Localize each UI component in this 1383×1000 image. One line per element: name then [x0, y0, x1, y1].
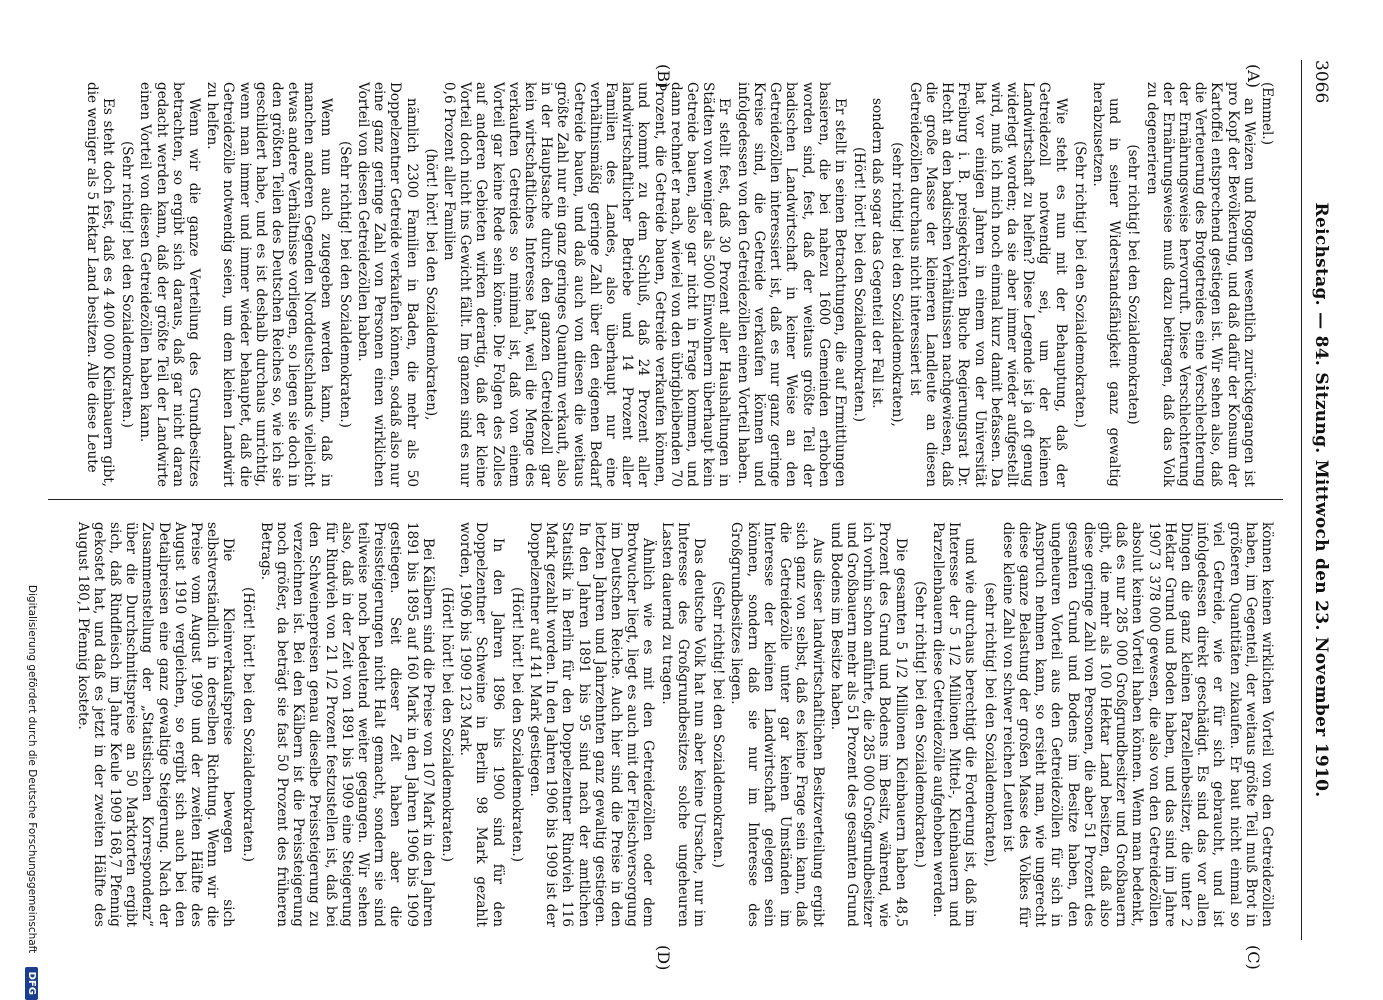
right-column	[72, 522, 1275, 927]
paragraph: Aus dieser landwirtschaftlichen Besitzverteilung ergibt sich ganz von selbst, daß es keine Frage sein kann, daß die Getreidezölle unter gar keinen Umständen im Interesse der kleinen Landwirtschaft gelegen sein können, sondern daß sie nur im Interesse des Großgrundbesitzes liegen.	[728, 522, 826, 927]
interjection: (Sehr richtig! bei den Sozialdemokraten.)	[336, 141, 353, 428]
paragraph: sondern daß sogar das Gegenteil der Fall ist.	[869, 98, 886, 409]
paragraph: Wenn nun auch zugegeben werden kann, daß in manchen anderen Gegenden Norddeutschlands vielleicht etwas andere Verhältnisse vorliegen, so liegen sie doch in den größten Teilen des Deutschen Reiches so, wie ich sie geschildert habe, und es ist deshalb durchaus unrichtig, wenn man immer und immer wieder behauptet, daß die Getreidezölle notwendig seien, um dem kleinen Landwirt zu helfen.	[204, 82, 334, 487]
paragraph: Wie steht es nun mit der Behauptung, daß der Getreidezoll notwendig sei, um der kleinen Landwirtschaft zu helfen? Diese Legende ist ja oft genug widerlegt worden; da sie aber immer wieder aufgestellt wird, muß ich mich noch einmal kurz damit befassen. Da hat vor einigen Jahren in einem von der Universität Freiburg i. B. preisgekrönten Buche Regierungsrat Dr. Hecht an den badischen Verhältnissen nachgewiesen, daß die große Masse der kleineren Landleute an diesen Getreidezöllen durchaus nicht interessiert ist	[906, 82, 1069, 487]
paragraph: Bei Kälbern sind die Preise von 107 Mark in den Jahren 1891 bis 1895 auf 160 Mark in den Jahren 1906 bis 1909 gestiegen. Seit dieser Zeit haben aber die Preissteigerungen nicht Halt gemacht, sondern sie sind teilweise noch bedeutend weiter gegangen. Wir sehen also, daß in der Zeit von 1891 bis 1909 eine Steigerung für Rindvieh von 21 1/2 Prozent festzustellen ist, daß bei den Schweinepreisen genau dieselbe Preissteigerung zu verzeichnen ist. Bei den Kälbern ist die Preissteigerung noch größer, da beträgt sie fast 50 Prozent des früheren Betrags.	[257, 522, 436, 927]
paragraph: Es steht doch fest, daß es 4 400 000 Kleinbauern gibt, die weniger als 5 Hektar Land besitzen. Alle diese Leute	[83, 82, 116, 487]
running-title: Reichstag. — 84. Sitzung. Mittwoch den 23. November 1910.	[1311, 202, 1331, 798]
interjection: (sehr richtig! bei den Sozialdemokraten),	[981, 582, 998, 867]
column-divider	[48, 499, 1283, 500]
interjection: (Sehr richtig! bei den Sozialdemokraten.)	[911, 581, 928, 868]
interjection: (Sehr richtig! bei den Sozialdemokraten.)	[710, 581, 727, 868]
paragraph: Er stellt in seinen Betrachtungen, die auf Ermittlungen basieren, die bei nahezu 1600 Gemeinden erhoben worden sind, fest, daß der weitaus größte Teil der badischen Landwirtschaft in keiner Weise an den Getreidezöllen interessiert ist, daß es nur ganz geringe Kreise sind, die Getreide verkaufen können und infolgedessen von den Getreidezöllen einen Vorteil haben.	[734, 82, 848, 487]
interjection: (Sehr richtig! bei den Sozialdemokraten.)	[1071, 141, 1088, 428]
margin-marker-a: (A)	[1244, 64, 1263, 89]
paragraph: können keinen wirklichen Vorteil von den Getreidezöllen haben, im Gegenteil, der weitaus größte Teil muß Brot in größeren Quantitäten zukaufen. Er baut nicht einmal so viel Getreide, wie er für sich gebraucht, und ist infolgedessen direkt geschädigt. Es sind das vor allen Dingen die ganz kleinen Parzellenbesitzer, die unter 2 Hektar Grund und Boden haben, und das sind im Jahre 1907 3 378 000 gewesen, die also von den Getreidezöllen absolut keinen Vorteil haben können. Wenn man bedenkt, daß es nur 285 000 Großgrundbesitzer und Großbauern gibt, die mehr als 100 Hektar Land besitzen, daß also diese geringe Zahl von Personen, die aber 51 Prozent des gesamten Grund und Bodens im Besitze haben, den ungeheuren Vorteil aus den Getreidezöllen für sich in Anspruch nehmen kann, so ersieht man, wie ungerecht diese ganze Belastung der großen Masse des Volkes für diese kleine Zahl von schwer reichen Leuten ist	[999, 522, 1275, 927]
page-header	[1307, 60, 1337, 940]
paragraph: Die gesamten 5 1/2 Millionen Kleinbauern haben 48,5 Prozent des Grund und Bodens im Besitz, während, wie ich vorhin schon anführte, die 285 000 Großgrundbesitzer und Großbauern mehr als 51 Prozent des gesamten Grund und Bodens im Besitze haben.	[827, 522, 909, 927]
margin-marker-b: (B)	[654, 64, 673, 89]
margin-marker-d: (D)	[654, 945, 673, 971]
interjection: (Hört! hört! bei den Sozialdemokraten.)	[439, 586, 456, 862]
speaker-label: (Emmel.)	[1259, 82, 1275, 146]
paragraph: Das deutsche Volk hat nun aber keine Ursache, nur im Interesse des Großgrundbesitzes solche ungeheuren Lasten dauernd zu tragen.	[658, 522, 708, 927]
paragraph: und in seiner Widerstandsfähigkeit ganz gewaltig herabzusetzen.	[1089, 82, 1123, 487]
margin-marker-c: (C)	[1244, 945, 1263, 970]
interjection: (Hört! hört! bei den Sozialdemokraten.)	[508, 586, 525, 862]
paragraph: Wenn wir die ganze Verteilung des Grundbesitzes betrachten, so ergibt sich daraus, daß gar nicht daran gedacht werden kann, daß der größte Teil der Landwirte einen Vorteil von diesen Getreidezöllen haben kann.	[137, 82, 202, 487]
paragraph: In den Jahren 1896 bis 1900 sind für den Doppelzentner Schweine in Berlin 98 Mark gezahlt worden, 1906 bis 1909 123 Mark.	[457, 522, 506, 927]
paragraph: nämlich 2300 Familien in Baden, die mehr als 50 Doppelzentner Getreide verkaufen können, sodaß also nur eine ganz geringe Zahl von Personen einen wirklichen Vorteil von diesen Getreidezöllen haben.	[355, 82, 420, 487]
interjection: (Hört! hört! bei den Sozialdemokraten.)	[239, 586, 256, 862]
dfg-logo: DFG	[25, 967, 38, 1000]
interjection: (Sehr richtig! bei den Sozialdemokraten.)	[119, 141, 136, 428]
page-number: 3066	[1311, 60, 1331, 104]
paragraph: und wie durchaus berechtigt die Forderung ist, daß im Interesse der 5 1/2 Millionen Mittel-, Kleinbauern und Parzellenbauern diese Getreidezölle aufgehoben werden.	[929, 522, 979, 927]
paragraph: Er stellt fest, daß 30 Prozent aller Haushaltungen in Städten von weniger als 5000 Einwohnern überhaupt kein Getreide bauen, also gar nicht in Frage kommen, und dann rechnet er nach, wieviel von den übrigbleibenden 70 Prozent, die Getreide bauen, Getreide verkaufen können, und kommt zu dem Schluß, daß 24 Prozent aller landwirtschaftlicher Betriebe und 14 Prozent aller Familien des Landes, also überhaupt nur eine verhältnismäßig geringe Zahl über den eigenen Bedarf Getreide bauen, und daß auch von diesen die weitaus größte Zahl nur ein ganz geringes Quantum verkauft, also in der Hauptsache durch den ganzen Getreidezoll gar kein wirtschaftliches Interesse hat, weil die Menge des verkauften Getreides so minimal ist, daß von einem Vorteil gar keine Rede sein könne. Die Folgen des Zolles auf anderen Gebieten wirken derartig, daß der kleine Vorteil doch nicht ins Gewicht fällt. Im ganzen sind es nur 0,6 Prozent aller Familien	[441, 82, 733, 487]
header-rule	[1301, 60, 1302, 940]
credit-text: Digitalisierung gefördert durch die Deutsche Forschungsgemeinschaft	[26, 584, 38, 954]
interjection: (Hört! hört! bei den Sozialdemokraten.)	[851, 146, 868, 422]
interjection: (sehr richtig! bei den Sozialdemokraten)	[1125, 144, 1142, 425]
paragraph: an Weizen und Roggen wesentlich zurückgegangen ist pro Kopf der Bevölkerung, und daß dafür der Konsum der Kartoffel entsprechend gestiegen ist. Wir sehen also, daß die Verteuerung des Brotgetreides eine Verschlechterung der Ernährungsweise hervorruft. Diese Verschlechterung der Ernährungsweise muß dazu beitragen, daß das Volk zu degenerieren	[1143, 82, 1257, 487]
interjection: (hört! hört! bei den Sozialdemokraten),	[422, 148, 439, 421]
paragraph: Ähnlich wie es mit den Getreidezöllen oder dem Brotwucher liegt, liegt es auch mit der Fleischversorgung im Deutschen Reiche. Auch hier sind die Preise in den letzten Jahren und Jahrzehnten ganz gewaltig gestiegen. In den Jahren 1891 bis 95 sind nach der amtlichen Statistik in Berlin für den Doppelzentner Rindvieh 116 Mark gezahlt worden. In den Jahren 1906 bis 1909 ist der Doppelzentner auf 141 Mark gestiegen.	[527, 522, 657, 927]
paragraph: Die Kleinverkaufspreise bewegen sich selbstverständlich in derselben Richtung. Wenn wir die Preise vom August 1909 und der zweiten Hälfte des August 1910 vergleichen, so ergibt sich auch bei den Detailpreisen eine ganz gewaltige Steigerung. Nach der Zusammenstellung der „Statistischen Korrespondenz“ über die Durchschnittspreise an 50 Marktorten ergibt sich, daß Rindfleisch im Jahre Keule 1909 168,7 Pfennig gekostet hat, und daß es jetzt in der zweiten Hälfte des August 180,1 Pfennig kostete.	[74, 522, 237, 927]
interjection: (sehr richtig! bei den Sozialdemokraten),	[888, 142, 905, 427]
left-column	[82, 82, 1275, 487]
digitization-credit	[25, 240, 38, 1000]
